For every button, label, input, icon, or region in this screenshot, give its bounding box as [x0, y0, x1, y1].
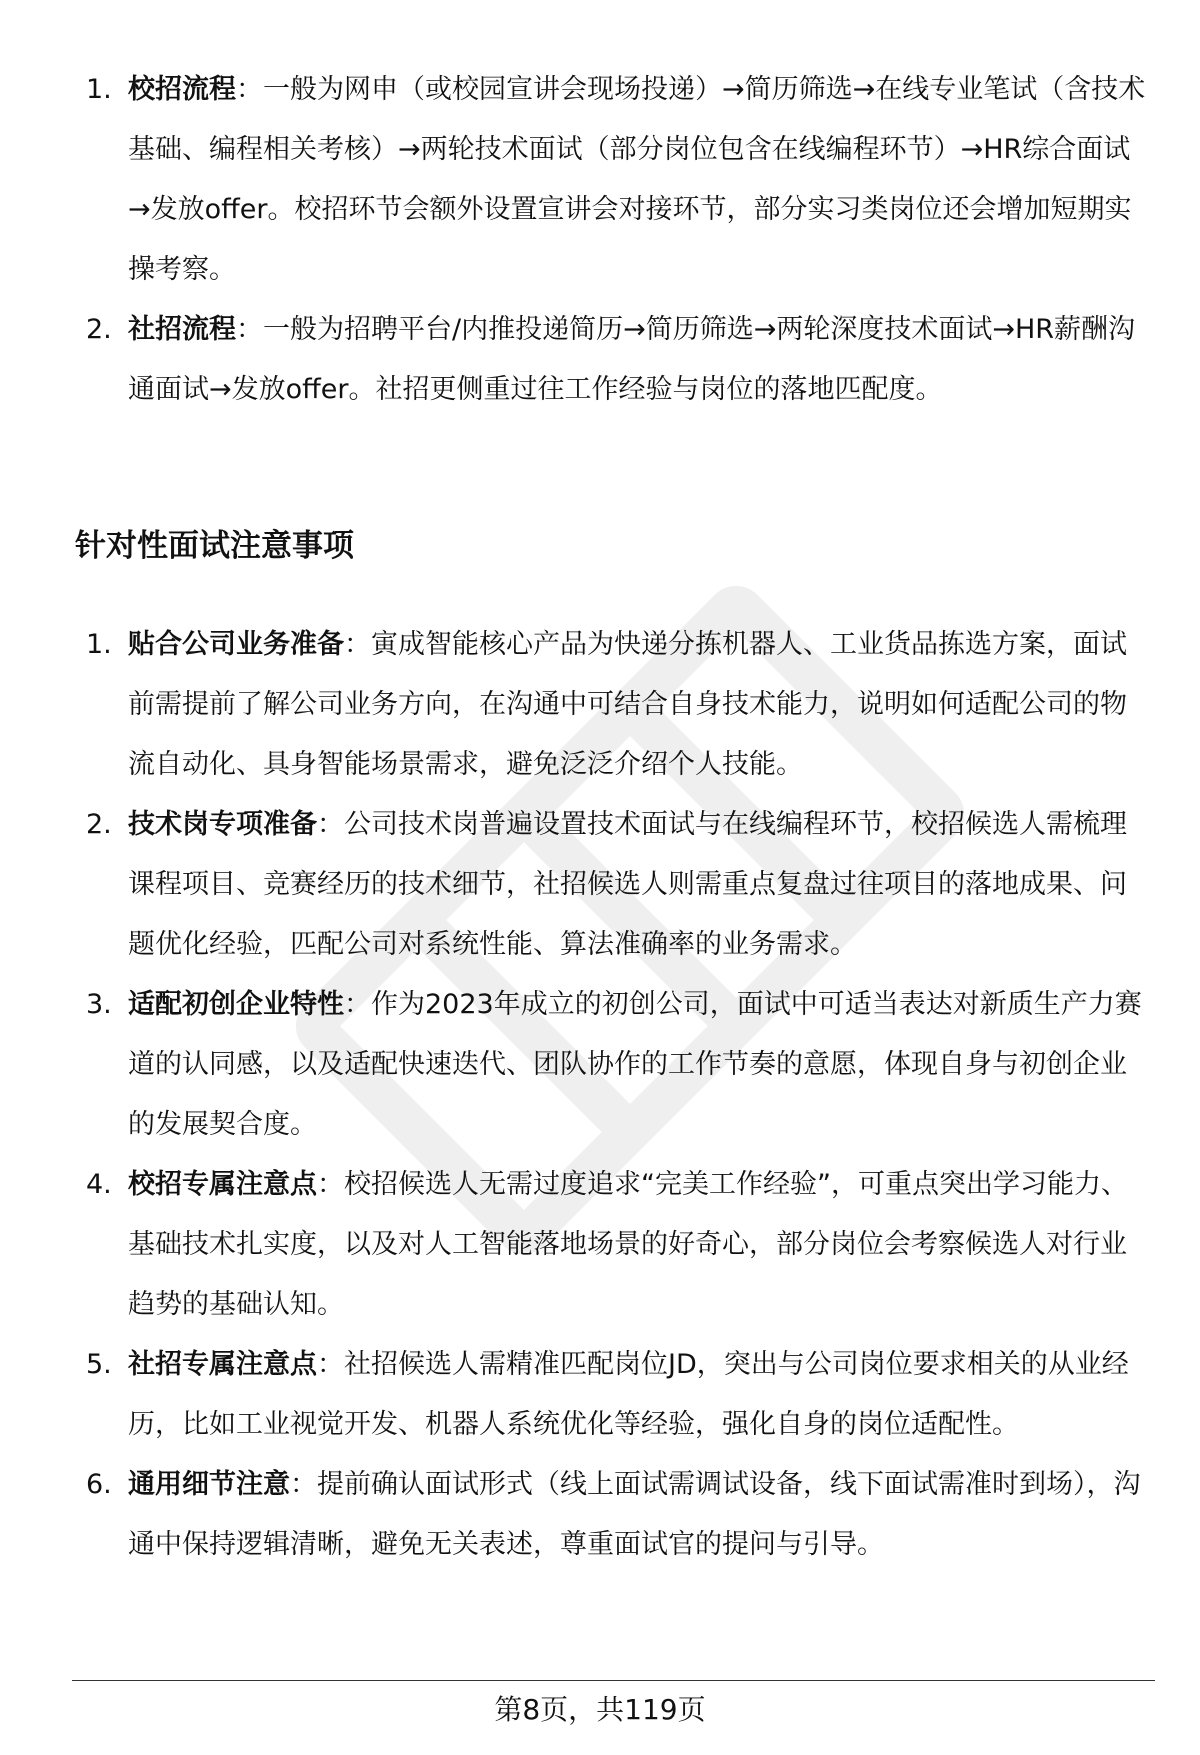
page-number: 第8页，共119页 — [494, 1693, 706, 1726]
item-text: ：校招候选人无需过度追求“完美工作经验”，可重点突出学习能力、基础技术扎实度，以及对人工智能落地场景的好奇心，部分岗位会考察候选人对行业趋势的基础认知。 — [128, 1169, 1128, 1320]
item-text: ：寅成智能核心产品为快递分拣机器人、工业货品拣选方案，面试前需提前了解公司业务方向，在沟通中可结合自身技术能力，说明如何适配公司的物流自动化、具身智能场景需求，避免泛泛介绍个人技能。 — [128, 629, 1127, 780]
item-label: 通用细节注意 — [128, 1469, 290, 1500]
list-item — [80, 1455, 1150, 1575]
interview-tips-list — [80, 615, 1150, 1575]
item-text: ：公司技术岗普遍设置技术面试与在线编程环节，校招候选人需梳理课程项目、竞赛经历的技术细节，社招候选人则需重点复盘过往项目的落地成果、问题优化经验，匹配公司对系统性能、算法准确率的业务需求。 — [128, 809, 1127, 960]
item-number: 1. — [86, 74, 112, 105]
item-number: 2. — [86, 809, 112, 840]
item-label: 贴合公司业务准备 — [128, 629, 344, 660]
item-text: ：一般为网申（或校园宣讲会现场投递）→简历筛选→在线专业笔试（含技术基础、编程相关考核）→两轮技术面试（部分岗位包含在线编程环节）→HR综合面试→发放offer。校招环节会额外设置宣讲会对接环节，部分实习类岗位还会增加短期实操考察。 — [128, 74, 1146, 285]
list-item — [80, 795, 1150, 975]
item-label: 技术岗专项准备 — [128, 809, 317, 840]
item-label: 社招专属注意点 — [128, 1349, 317, 1380]
item-text: ：提前确认面试形式（线上面试需调试设备，线下面试需准时到场），沟通中保持逻辑清晰，避免无关表述，尊重面试官的提问与引导。 — [128, 1469, 1141, 1560]
item-text: ：一般为招聘平台/内推投递简历→简历筛选→两轮深度技术面试→HR薪酬沟通面试→发放offer。社招更侧重过往工作经验与岗位的落地匹配度。 — [128, 314, 1136, 405]
recruitment-process-list — [80, 60, 1150, 420]
item-number: 4. — [86, 1169, 112, 1200]
section-heading: 针对性面试注意事项 — [75, 528, 354, 564]
item-label: 校招专属注意点 — [128, 1169, 317, 1200]
item-label: 社招流程 — [128, 314, 236, 345]
list-item — [80, 1155, 1150, 1335]
item-text: ：作为2023年成立的初创公司，面试中可适当表达对新质生产力赛道的认同感，以及适配快速迭代、团队协作的工作节奏的意愿，体现自身与初创企业的发展契合度。 — [128, 989, 1142, 1140]
list-item — [80, 1335, 1150, 1455]
list-item — [80, 975, 1150, 1155]
list-item — [80, 615, 1150, 795]
list-item — [80, 60, 1150, 300]
item-number: 2. — [86, 314, 112, 345]
list-item — [80, 300, 1150, 420]
item-number: 1. — [86, 629, 112, 660]
item-number: 5. — [86, 1349, 112, 1380]
item-label: 校招流程 — [128, 74, 236, 105]
item-text: ：社招候选人需精准匹配岗位JD，突出与公司岗位要求相关的从业经历，比如工业视觉开发、机器人系统优化等经验，强化自身的岗位适配性。 — [128, 1349, 1129, 1440]
item-label: 适配初创企业特性 — [128, 989, 344, 1020]
item-number: 3. — [86, 989, 112, 1020]
item-number: 6. — [86, 1469, 112, 1500]
